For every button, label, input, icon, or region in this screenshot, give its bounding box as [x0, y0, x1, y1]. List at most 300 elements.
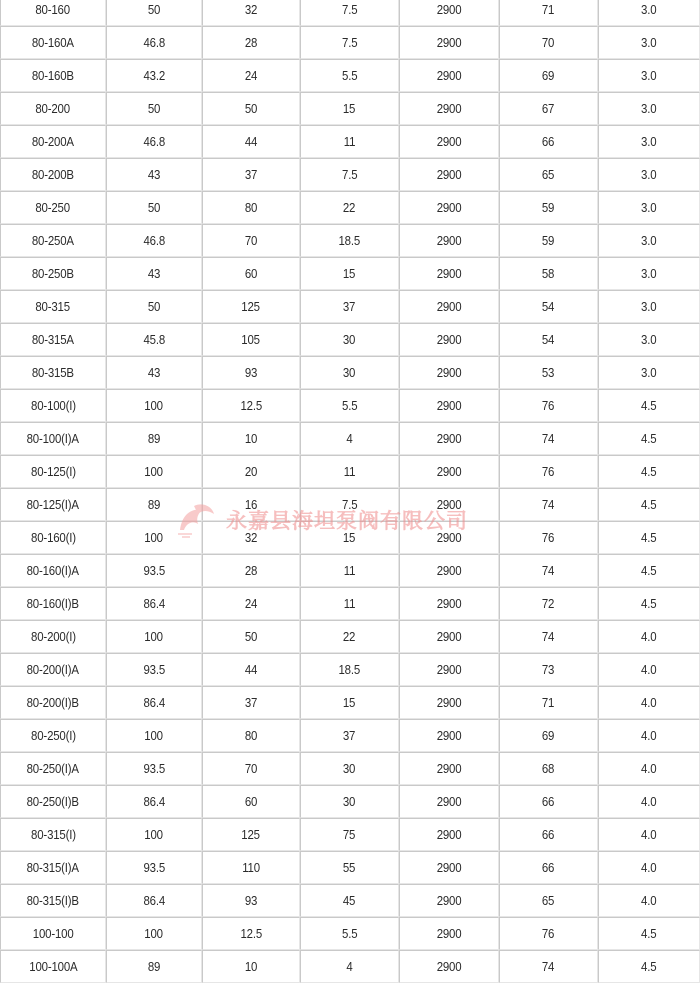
- table-cell: [399, 290, 499, 323]
- table-row: [0, 59, 700, 92]
- cell-text: 3.0: [641, 35, 657, 50]
- cell-text: 50: [147, 2, 161, 17]
- table-cell: [499, 92, 598, 125]
- table-cell: [499, 851, 598, 884]
- cell-text: 80-200(I)B: [26, 695, 80, 710]
- cell-text: 2900: [436, 233, 462, 248]
- table-cell: [300, 818, 399, 851]
- cell-text: 100: [144, 926, 164, 941]
- table-cell: [399, 785, 499, 818]
- cell-text: 3.0: [641, 2, 657, 17]
- table-cell: [202, 455, 300, 488]
- table-cell: [598, 653, 700, 686]
- cell-text: 43: [147, 266, 161, 281]
- table-cell: [106, 356, 202, 389]
- cell-text: 80-315(I)B: [26, 893, 80, 908]
- table-cell: [399, 719, 499, 752]
- cell-text: 11: [343, 464, 356, 479]
- table-cell: [300, 158, 399, 191]
- cell-text: 4.5: [641, 398, 657, 413]
- cell-text: 2900: [436, 134, 462, 149]
- table-cell: [0, 785, 106, 818]
- cell-text: 2900: [436, 332, 462, 347]
- cell-text: 50: [244, 629, 258, 644]
- table-cell: [499, 389, 598, 422]
- table-cell: [300, 59, 399, 92]
- table-cell: [0, 290, 106, 323]
- cell-text: 80-200(I)A: [26, 662, 80, 677]
- table-cell: [598, 818, 700, 851]
- table-cell: [300, 488, 399, 521]
- table-cell: [598, 554, 700, 587]
- table-cell: [598, 0, 700, 26]
- table-cell: [598, 587, 700, 620]
- table-cell: [300, 356, 399, 389]
- cell-text: 12.5: [240, 926, 262, 941]
- table-cell: [300, 389, 399, 422]
- table-cell: [499, 290, 598, 323]
- cell-text: 43.2: [143, 68, 165, 83]
- table-cell: [106, 851, 202, 884]
- table-cell: [300, 191, 399, 224]
- table-cell: [202, 356, 300, 389]
- cell-text: 7.5: [341, 497, 358, 512]
- table-cell: [0, 554, 106, 587]
- table-cell: [399, 950, 499, 983]
- table-cell: [202, 587, 300, 620]
- cell-text: 80-315B: [31, 365, 75, 380]
- cell-text: 20: [244, 464, 258, 479]
- table-cell: [106, 884, 202, 917]
- cell-text: 125: [241, 827, 261, 842]
- table-cell: [499, 653, 598, 686]
- table-cell: [598, 158, 700, 191]
- cell-text: 100: [144, 629, 164, 644]
- table-cell: [399, 26, 499, 59]
- cell-text: 80-160(I): [30, 530, 76, 545]
- cell-text: 10: [244, 959, 258, 974]
- table-cell: [499, 422, 598, 455]
- table-cell: [300, 554, 399, 587]
- cell-text: 2900: [436, 200, 462, 215]
- cell-text: 15: [343, 695, 356, 710]
- cell-text: 70: [244, 233, 258, 248]
- cell-text: 2900: [436, 497, 462, 512]
- table-row: [0, 686, 700, 719]
- cell-text: 45.8: [143, 332, 165, 347]
- cell-text: 2900: [436, 959, 462, 974]
- cell-text: 32: [244, 530, 258, 545]
- cell-text: 4.0: [641, 695, 657, 710]
- cell-text: 28: [244, 563, 258, 578]
- cell-text: 93.5: [143, 662, 165, 677]
- cell-text: 65: [542, 167, 555, 182]
- cell-text: 125: [241, 299, 261, 314]
- table-cell: [598, 521, 700, 554]
- table-cell: [0, 125, 106, 158]
- table-cell: [499, 917, 598, 950]
- table-cell: [300, 224, 399, 257]
- cell-text: 2900: [436, 365, 462, 380]
- table-cell: [202, 488, 300, 521]
- table-cell: [300, 290, 399, 323]
- table-cell: [0, 884, 106, 917]
- cell-text: 80-125(I)A: [26, 497, 80, 512]
- table-row: [0, 950, 700, 983]
- table-cell: [300, 587, 399, 620]
- cell-text: 66: [542, 794, 555, 809]
- table-cell: [0, 422, 106, 455]
- cell-text: 70: [244, 761, 258, 776]
- table-row: [0, 26, 700, 59]
- cell-text: 3.0: [641, 233, 657, 248]
- cell-text: 11: [343, 596, 356, 611]
- table-cell: [0, 620, 106, 653]
- cell-text: 2900: [436, 860, 462, 875]
- table-cell: [598, 191, 700, 224]
- table-row: [0, 191, 700, 224]
- table-cell: [0, 356, 106, 389]
- cell-text: 2900: [436, 101, 462, 116]
- cell-text: 24: [244, 596, 258, 611]
- cell-text: 54: [542, 332, 555, 347]
- cell-text: 4.5: [641, 464, 657, 479]
- cell-text: 80-200: [35, 101, 71, 116]
- table-cell: [0, 521, 106, 554]
- table-row: [0, 290, 700, 323]
- table-cell: [106, 455, 202, 488]
- cell-text: 100: [144, 464, 164, 479]
- table-cell: [499, 455, 598, 488]
- table-cell: [598, 455, 700, 488]
- table-cell: [598, 26, 700, 59]
- table-cell: [399, 356, 499, 389]
- table-cell: [0, 323, 106, 356]
- table-cell: [300, 950, 399, 983]
- table-cell: [598, 356, 700, 389]
- table-cell: [598, 257, 700, 290]
- table-cell: [598, 290, 700, 323]
- cell-text: 2900: [436, 827, 462, 842]
- table-cell: [399, 554, 499, 587]
- cell-text: 30: [343, 365, 356, 380]
- table-cell: [499, 719, 598, 752]
- cell-text: 7.5: [341, 167, 358, 182]
- cell-text: 80-100(I): [30, 398, 76, 413]
- cell-text: 74: [542, 563, 555, 578]
- table-cell: [300, 917, 399, 950]
- table-cell: [106, 125, 202, 158]
- cell-text: 80-315(I): [30, 827, 76, 842]
- table-cell: [399, 587, 499, 620]
- cell-text: 80: [244, 728, 258, 743]
- cell-text: 60: [244, 266, 258, 281]
- table-cell: [106, 653, 202, 686]
- cell-text: 80-160A: [31, 35, 75, 50]
- table-cell: [202, 950, 300, 983]
- cell-text: 4.0: [641, 860, 657, 875]
- table-cell: [499, 686, 598, 719]
- cell-text: 4.0: [641, 761, 657, 776]
- cell-text: 93.5: [143, 860, 165, 875]
- cell-text: 80-200A: [31, 134, 75, 149]
- cell-text: 50: [147, 200, 161, 215]
- cell-text: 76: [542, 464, 555, 479]
- cell-text: 7.5: [341, 2, 358, 17]
- cell-text: 80-200B: [31, 167, 75, 182]
- table-cell: [598, 59, 700, 92]
- cell-text: 86.4: [143, 893, 165, 908]
- table-cell: [106, 389, 202, 422]
- cell-text: 4: [346, 959, 353, 974]
- table-cell: [598, 950, 700, 983]
- cell-text: 89: [147, 431, 161, 446]
- table-cell: [106, 488, 202, 521]
- cell-text: 4.5: [641, 563, 657, 578]
- table-cell: [202, 0, 300, 26]
- table-row: [0, 752, 700, 785]
- table-cell: [300, 620, 399, 653]
- table-row: [0, 158, 700, 191]
- table-cell: [106, 587, 202, 620]
- table-cell: [202, 422, 300, 455]
- cell-text: 74: [542, 497, 555, 512]
- cell-text: 76: [542, 398, 555, 413]
- table-cell: [598, 92, 700, 125]
- table-cell: [598, 851, 700, 884]
- cell-text: 2900: [436, 893, 462, 908]
- table-cell: [202, 851, 300, 884]
- table-cell: [399, 521, 499, 554]
- cell-text: 100: [144, 827, 164, 842]
- table-cell: [0, 851, 106, 884]
- cell-text: 80-250B: [31, 266, 75, 281]
- cell-text: 86.4: [143, 794, 165, 809]
- cell-text: 3.0: [641, 332, 657, 347]
- table-cell: [499, 191, 598, 224]
- table-cell: [0, 752, 106, 785]
- table-cell: [0, 92, 106, 125]
- table-cell: [0, 389, 106, 422]
- cell-text: 59: [542, 200, 555, 215]
- cell-text: 100-100: [32, 926, 74, 941]
- table-cell: [598, 224, 700, 257]
- table-cell: [300, 125, 399, 158]
- table-cell: [399, 653, 499, 686]
- table-cell: [598, 917, 700, 950]
- table-cell: [106, 917, 202, 950]
- table-cell: [399, 92, 499, 125]
- table-cell: [300, 752, 399, 785]
- cell-text: 66: [542, 134, 555, 149]
- table-cell: [499, 125, 598, 158]
- cell-text: 7.5: [341, 35, 358, 50]
- cell-text: 37: [343, 728, 356, 743]
- cell-text: 43: [147, 365, 161, 380]
- table-cell: [106, 422, 202, 455]
- cell-text: 3.0: [641, 101, 657, 116]
- cell-text: 2900: [436, 728, 462, 743]
- table-cell: [499, 26, 598, 59]
- cell-text: 74: [542, 431, 555, 446]
- cell-text: 75: [343, 827, 356, 842]
- cell-text: 4.0: [641, 728, 657, 743]
- cell-text: 3.0: [641, 299, 657, 314]
- cell-text: 80-250(I)B: [26, 794, 80, 809]
- cell-text: 100-100A: [28, 959, 78, 974]
- table-cell: [202, 389, 300, 422]
- cell-text: 80-160B: [31, 68, 75, 83]
- table-cell: [202, 917, 300, 950]
- cell-text: 100: [144, 530, 164, 545]
- table-cell: [598, 785, 700, 818]
- table-cell: [499, 554, 598, 587]
- table-cell: [106, 686, 202, 719]
- table-cell: [598, 884, 700, 917]
- cell-text: 86.4: [143, 596, 165, 611]
- cell-text: 2900: [436, 464, 462, 479]
- table-row: [0, 884, 700, 917]
- table-cell: [300, 422, 399, 455]
- table-cell: [399, 686, 499, 719]
- table-cell: [300, 785, 399, 818]
- cell-text: 46.8: [143, 233, 165, 248]
- cell-text: 15: [343, 101, 356, 116]
- table-cell: [106, 620, 202, 653]
- cell-text: 80-160(I)A: [26, 563, 80, 578]
- table-cell: [202, 224, 300, 257]
- cell-text: 100: [144, 398, 164, 413]
- table-cell: [106, 158, 202, 191]
- table-cell: [202, 323, 300, 356]
- table-row: [0, 653, 700, 686]
- cell-text: 66: [542, 860, 555, 875]
- cell-text: 46.8: [143, 35, 165, 50]
- table-cell: [499, 323, 598, 356]
- cell-text: 2900: [436, 596, 462, 611]
- table-cell: [399, 851, 499, 884]
- table-cell: [202, 653, 300, 686]
- cell-text: 50: [244, 101, 258, 116]
- table-cell: [399, 917, 499, 950]
- table-cell: [202, 92, 300, 125]
- table-cell: [0, 653, 106, 686]
- table-cell: [598, 686, 700, 719]
- table-row: [0, 719, 700, 752]
- table-cell: [399, 125, 499, 158]
- cell-text: 4.5: [641, 959, 657, 974]
- cell-text: 100: [144, 728, 164, 743]
- table-cell: [598, 125, 700, 158]
- table-cell: [499, 257, 598, 290]
- cell-text: 2900: [436, 563, 462, 578]
- cell-text: 2900: [436, 167, 462, 182]
- table-cell: [106, 0, 202, 26]
- cell-text: 45: [343, 893, 356, 908]
- cell-text: 18.5: [338, 662, 361, 677]
- table-row: [0, 851, 700, 884]
- table-cell: [0, 0, 106, 26]
- table-cell: [300, 26, 399, 59]
- table-row: [0, 125, 700, 158]
- cell-text: 50: [147, 299, 161, 314]
- cell-text: 89: [147, 959, 161, 974]
- table-cell: [399, 389, 499, 422]
- table-row: [0, 488, 700, 521]
- cell-text: 30: [343, 332, 356, 347]
- cell-text: 4: [346, 431, 353, 446]
- table-cell: [0, 818, 106, 851]
- cell-text: 72: [542, 596, 555, 611]
- cell-text: 2900: [436, 266, 462, 281]
- table-cell: [399, 323, 499, 356]
- table-cell: [106, 719, 202, 752]
- cell-text: 2900: [436, 35, 462, 50]
- table-cell: [106, 950, 202, 983]
- table-cell: [399, 620, 499, 653]
- table-cell: [598, 422, 700, 455]
- cell-text: 28: [244, 35, 258, 50]
- cell-text: 44: [244, 134, 258, 149]
- cell-text: 4.0: [641, 662, 657, 677]
- table-cell: [399, 158, 499, 191]
- table-cell: [300, 257, 399, 290]
- cell-text: 65: [542, 893, 555, 908]
- cell-text: 80-250(I)A: [26, 761, 80, 776]
- cell-text: 71: [542, 695, 555, 710]
- watermark-text: 永嘉县海坦泵阀有限公司: [226, 509, 468, 533]
- table-cell: [499, 785, 598, 818]
- cell-text: 4.0: [641, 893, 657, 908]
- table-cell: [598, 389, 700, 422]
- cell-text: 5.5: [341, 398, 358, 413]
- table-cell: [399, 59, 499, 92]
- cell-text: 80-200(I): [30, 629, 76, 644]
- cell-text: 80-315(I)A: [26, 860, 80, 875]
- table-cell: [300, 686, 399, 719]
- cell-text: 15: [343, 530, 356, 545]
- cell-text: 2900: [436, 68, 462, 83]
- table-cell: [106, 752, 202, 785]
- cell-text: 5.5: [341, 68, 358, 83]
- cell-text: 69: [542, 728, 555, 743]
- table-cell: [499, 488, 598, 521]
- table-cell: [499, 884, 598, 917]
- cell-text: 24: [244, 68, 258, 83]
- cell-text: 37: [343, 299, 356, 314]
- table-cell: [399, 257, 499, 290]
- table-row: [0, 356, 700, 389]
- cell-text: 4.5: [641, 431, 657, 446]
- cell-text: 76: [542, 926, 555, 941]
- table-cell: [202, 257, 300, 290]
- cell-text: 50: [147, 101, 161, 116]
- cell-text: 70: [542, 35, 555, 50]
- cell-text: 80-250: [35, 200, 71, 215]
- cell-text: 4.0: [641, 827, 657, 842]
- table-cell: [399, 422, 499, 455]
- table-cell: [202, 521, 300, 554]
- table-cell: [399, 752, 499, 785]
- cell-text: 80-315: [35, 299, 71, 314]
- table-cell: [499, 521, 598, 554]
- table-cell: [499, 224, 598, 257]
- cell-text: 93: [244, 365, 258, 380]
- cell-text: 76: [542, 530, 555, 545]
- table-cell: [499, 587, 598, 620]
- table-cell: [202, 884, 300, 917]
- cell-text: 80-160(I)B: [26, 596, 80, 611]
